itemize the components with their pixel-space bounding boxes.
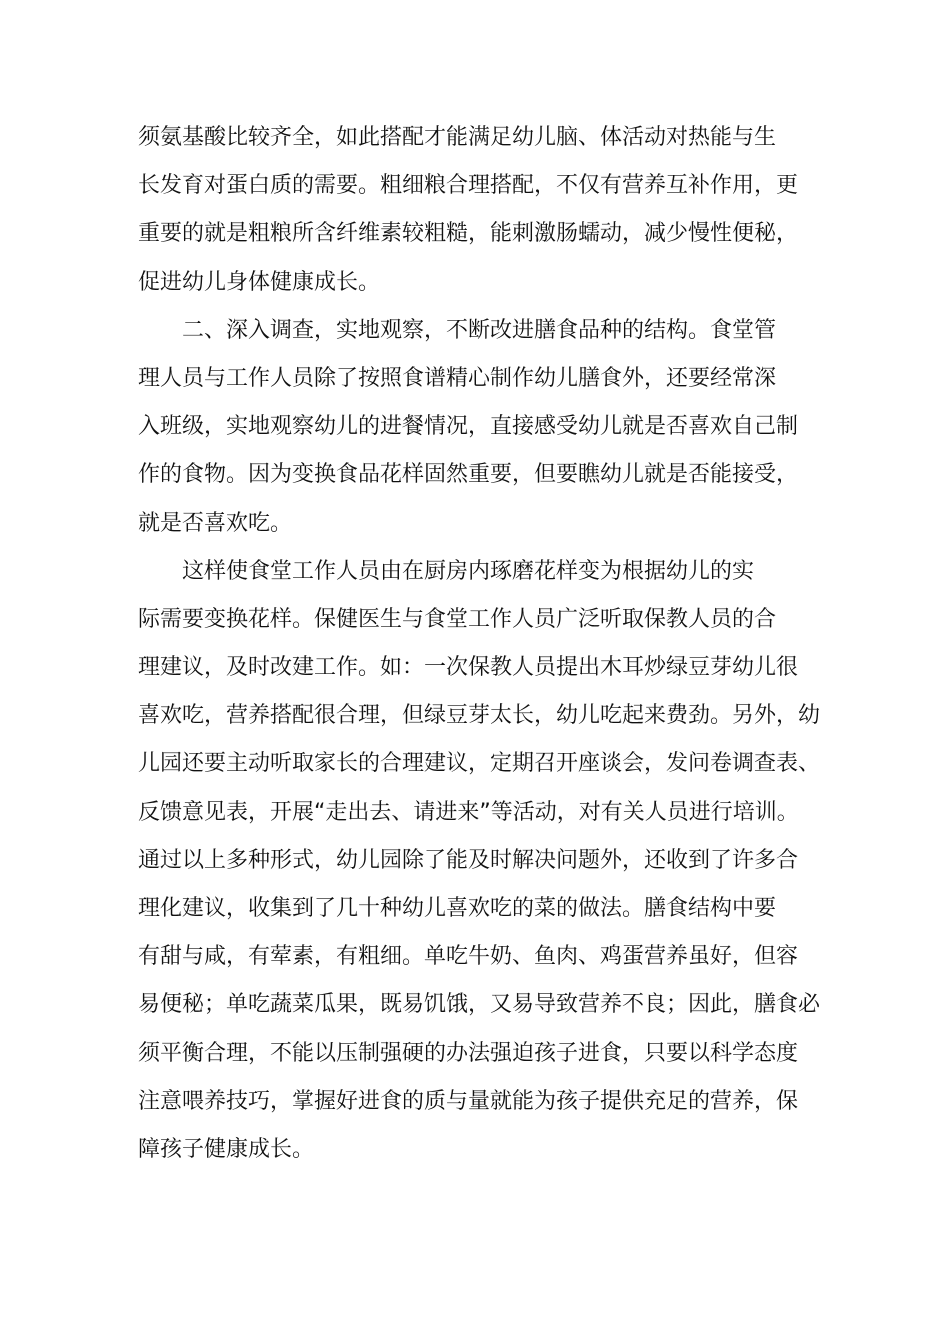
- text-line: 须平衡合理，不能以压制强硬的办法强迫孩子进食，只要以科学态度: [138, 1040, 799, 1066]
- text-line: 易便秘；单吃蔬菜瓜果，既易饥饿，又易导致营养不良；因此，膳食必: [138, 992, 821, 1018]
- text-line: 须氨基酸比较齐全，如此搭配才能满足幼儿脑、体活动对热能与生: [138, 125, 777, 150]
- paragraph-3: [138, 548, 838, 1174]
- paragraph-2: [138, 307, 838, 548]
- text-line: 作的食物。因为变换食品花样固然重要，但要瞧幼儿就是否能接受，: [138, 462, 799, 488]
- text-line: 重要的就是粗粮所含纤维素较粗糙，能刺激肠蠕动，减少慢性便秘，: [138, 221, 799, 247]
- text-line: 儿园还要主动听取家长的合理建议，定期召开座谈会，发问卷调查表、: [138, 751, 821, 777]
- text-line: 理化建议，收集到了几十种幼儿喜欢吃的菜的做法。膳食结构中要: [138, 896, 777, 921]
- text-line: 二、深入调查，实地观察，不断改进膳食品种的结构。食堂管: [182, 317, 777, 343]
- text-line: 入班级，实地观察幼儿的进餐情况，直接感受幼儿就是否喜欢自己制: [138, 414, 799, 440]
- paragraph-1: [138, 114, 838, 307]
- text-line: 有甜与咸，有荤素，有粗细。单吃牛奶、鱼肉、鸡蛋营养虽好，但容: [138, 944, 799, 970]
- text-line: 理建议，及时改建工作。如：一次保教人员提出木耳炒绿豆芽幼儿很: [138, 655, 799, 681]
- text-line: 喜欢吃，营养搭配很合理，但绿豆芽太长，幼儿吃起来费劲。另外，幼: [138, 703, 821, 729]
- text-line: 长发育对蛋白质的需要。粗细粮合理搭配，不仅有营养互补作用，更: [138, 173, 799, 199]
- text-line: 反馈意见表，开展“走出去、请进来”等活动，对有关人员进行培训。: [138, 799, 799, 825]
- text-line: 际需要变换花样。保健医生与食堂工作人员广泛听取保教人员的合: [138, 606, 777, 632]
- document-body: [138, 114, 838, 1174]
- text-line: 促进幼儿身体健康成长。: [138, 269, 381, 295]
- text-line: 通过以上多种形式，幼儿园除了能及时解决问题外，还收到了许多合: [138, 847, 799, 873]
- text-line: 就是否喜欢吃。: [138, 510, 293, 536]
- text-line: 注意喂养技巧，掌握好进食的质与量就能为孩子提供充足的营养，保: [138, 1088, 799, 1114]
- text-line: 障孩子健康成长。: [138, 1136, 315, 1162]
- text-line: 这样使食堂工作人员由在厨房内琢磨花样变为根据幼儿的实: [182, 558, 755, 584]
- text-line: 理人员与工作人员除了按照食谱精心制作幼儿膳食外，还要经常深: [138, 365, 777, 391]
